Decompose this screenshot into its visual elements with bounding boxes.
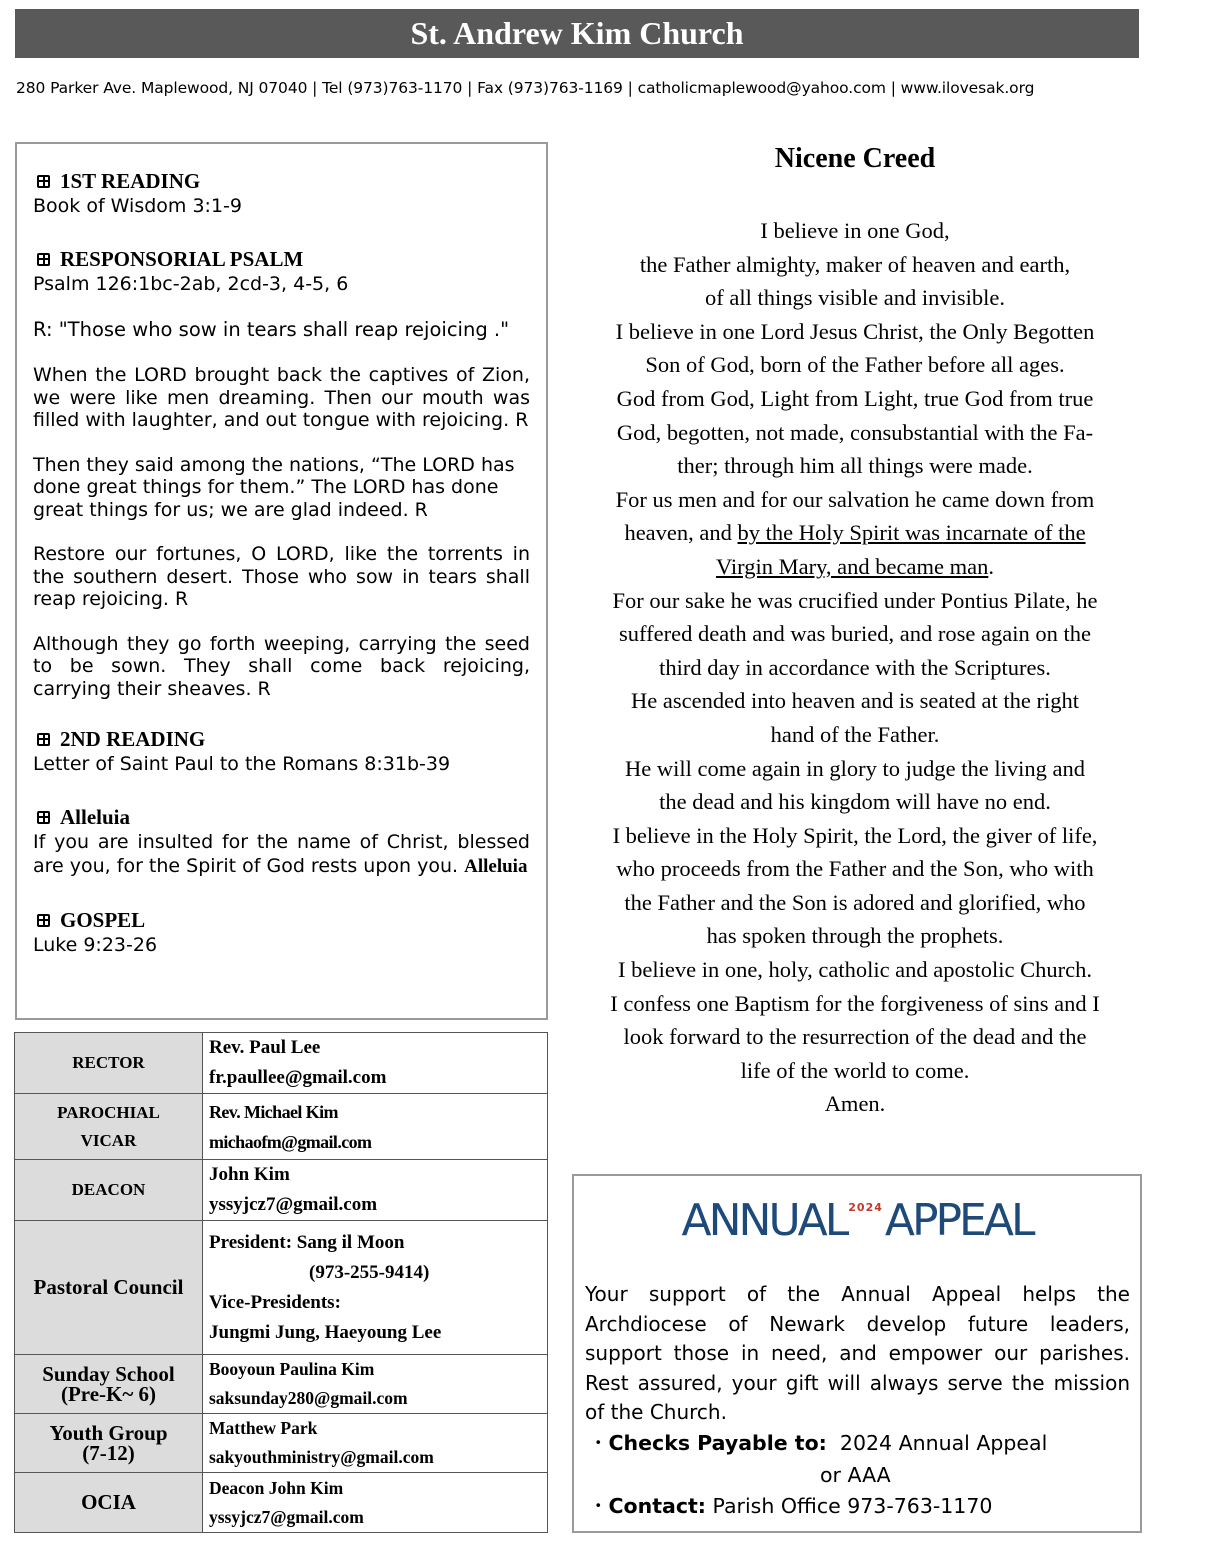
cross-icon bbox=[37, 253, 50, 266]
psalm-verse: When the LORD brought back the captives of Zion, we were like men dreaming. Then our mouth was filled with laughter, and out tongue with rejoicing. R bbox=[33, 364, 530, 431]
staff-row bbox=[15, 1355, 548, 1414]
council-president: President: Sang il Moon bbox=[209, 1231, 405, 1253]
creed-line: look forward to the resurrection of the dead and the bbox=[623, 1024, 1087, 1050]
creed-line: I believe in one Lord Jesus Christ, the Only Begotten bbox=[615, 318, 1095, 344]
refrain-mark: R bbox=[414, 498, 428, 521]
refrain-mark: R bbox=[515, 409, 529, 431]
appeal-details bbox=[588, 1428, 1047, 1523]
staff-name: Booyoun Paulina Kim bbox=[209, 1359, 375, 1379]
creed-underlined: Virgin Mary, and became man bbox=[716, 553, 989, 579]
appeal-year: 2024 bbox=[848, 1201, 883, 1214]
checks-payable-item: ・Checks Payable to: 2024 Annual Appeal bbox=[588, 1431, 1048, 1455]
role-label: Pastoral Council bbox=[15, 1221, 203, 1355]
creed-line: Virgin Mary, and became man. bbox=[716, 553, 994, 579]
staff-row bbox=[15, 1221, 548, 1355]
gospel-heading bbox=[33, 907, 530, 933]
creed-line: I believe in one God, bbox=[760, 218, 950, 243]
staff-name: Rev. Paul Lee bbox=[209, 1037, 321, 1058]
staff-email[interactable]: yssyjcz7@gmail.com bbox=[209, 1506, 364, 1527]
contact-info-line: 280 Parker Ave. Maplewood, NJ 07040 | Tel (973)763-1170 | Fax (973)763-1169 | catholicmaplewood@yahoo.com | www.ilovesak.org bbox=[16, 79, 1035, 97]
cross-icon bbox=[37, 175, 50, 188]
creed-line: the dead and his kingdom will have no end. bbox=[659, 789, 1051, 815]
creed-line: Amen. bbox=[824, 1091, 886, 1117]
creed-line: suffered death and was buried, and rose again on the bbox=[619, 621, 1091, 647]
staff-row bbox=[15, 1160, 548, 1221]
staff-row bbox=[15, 1094, 548, 1160]
staff-name: Rev. Michael Kim bbox=[209, 1101, 338, 1122]
gospel-ref: Luke 9:23-26 bbox=[33, 934, 158, 956]
readings-box bbox=[15, 142, 548, 1020]
creed-line: the Father almighty, maker of heaven and earth, bbox=[639, 251, 1071, 277]
staff-email[interactable]: sakyouthministry@gmail.com bbox=[209, 1447, 434, 1467]
creed-underlined: by the Holy Spirit was incarnate of the bbox=[737, 520, 1086, 546]
alleluia-title: Alleluia bbox=[60, 805, 131, 829]
psalm-verse: Although they go forth weeping, carrying the seed to be sown. They shall come back rejoicing, carrying their sheaves. R bbox=[33, 632, 530, 700]
staff-name: Matthew Park bbox=[209, 1418, 318, 1438]
staff-directory bbox=[14, 1032, 548, 1533]
staff-row bbox=[15, 1033, 548, 1094]
psalm-title: RESPONSORIAL PSALM bbox=[60, 247, 304, 271]
role-label: Youth Group (7-12) bbox=[15, 1414, 203, 1473]
psalm-verse: Restore our fortunes, O LORD, like the torrents in the southern desert. Those who sow in tears shall reap rejoicing. R bbox=[33, 543, 530, 610]
staff-row bbox=[15, 1414, 548, 1473]
bullet-icon: ・ bbox=[588, 1431, 609, 1455]
role-label: RECTOR bbox=[15, 1033, 203, 1094]
role-label: PAROCHIAL VICAR bbox=[15, 1094, 203, 1160]
alleluia-heading bbox=[33, 804, 530, 830]
staff-email[interactable]: michaofm@gmail.com bbox=[209, 1131, 372, 1152]
role-label: Sunday School (Pre-K~ 6) bbox=[15, 1355, 203, 1414]
council-phone: (973-255-9414) bbox=[309, 1261, 430, 1283]
creed-line: of all things visible and invisible. bbox=[705, 285, 1005, 311]
council-vp-names: Jungmi Jung, Haeyoung Lee bbox=[209, 1321, 442, 1343]
annual-appeal-logo: ANNUAL $^{2024}$APPEAL bbox=[681, 1195, 1033, 1246]
staff-row bbox=[15, 1473, 548, 1533]
creed-line: hand of the Father. bbox=[770, 721, 940, 747]
staff-email[interactable]: saksunday280@gmail.com bbox=[209, 1388, 408, 1408]
second-reading-heading bbox=[33, 726, 530, 752]
creed-line: For us men and for our salvation he came down from bbox=[615, 486, 1095, 512]
first-reading-heading bbox=[33, 168, 530, 194]
appeal-description: Your support of the Annual Appeal helps the Archdiocese of Newark develop future leaders, support those in need, and empower our parishes. Rest assured, your gift will always serve the mission of the Church. bbox=[585, 1282, 1130, 1424]
refrain-mark: R bbox=[175, 588, 189, 610]
psalm-refrain: R: "Those who sow in tears shall reap rejoicing ." bbox=[33, 318, 510, 341]
creed-line: third day in accordance with the Scriptures. bbox=[659, 654, 1051, 680]
creed-line: He ascended into heaven and is seated at the right bbox=[631, 688, 1079, 714]
gospel-title: GOSPEL bbox=[60, 908, 146, 932]
psalm-verse: Then they said among the nations, “The LORD has done great things for them.” The LORD has done great things for us; we are glad indeed. R bbox=[33, 453, 515, 521]
role-label: OCIA bbox=[15, 1473, 203, 1533]
staff-email[interactable]: fr.paullee@gmail.com bbox=[209, 1067, 387, 1088]
staff-email[interactable]: yssyjcz7@gmail.com bbox=[209, 1194, 378, 1215]
psalm-ref: Psalm 126:1bc-2ab, 2cd-3, 4-5, 6 bbox=[33, 273, 349, 295]
refrain-mark: R bbox=[257, 677, 271, 700]
psalm-heading bbox=[33, 246, 530, 272]
creed-line: He will come again in glory to judge the living and bbox=[625, 755, 1085, 781]
council-vp-label: Vice-Presidents: bbox=[209, 1291, 341, 1313]
checks-payable-alt: or AAA bbox=[820, 1462, 891, 1487]
nicene-creed bbox=[580, 142, 1130, 1121]
creed-line: I confess one Baptism for the forgiveness of sins and I bbox=[610, 990, 1100, 1016]
creed-line: For our sake he was crucified under Pontius Pilate, he bbox=[612, 587, 1098, 613]
cross-icon bbox=[37, 733, 50, 746]
creed-line: life of the world to come. bbox=[740, 1057, 970, 1083]
alleluia-text: If you are insulted for the name of Christ, blessed are you, for the Spirit of God rests upon you. Alleluia bbox=[33, 831, 530, 877]
creed-line: heaven, and by the Holy Spirit was incarnate of the bbox=[624, 520, 1086, 546]
annual-appeal-box bbox=[572, 1174, 1142, 1533]
creed-line: God, begotten, not made, consubstantial with the Fa- bbox=[616, 419, 1094, 445]
staff-name: John Kim bbox=[209, 1164, 290, 1185]
first-reading-title: 1ST READING bbox=[60, 169, 201, 193]
contact-item: ・Contact: Parish Office 973-763-1170 bbox=[588, 1494, 993, 1518]
cross-icon bbox=[37, 811, 50, 824]
bullet-icon: ・ bbox=[588, 1494, 609, 1518]
creed-line: I believe in one, holy, catholic and apostolic Church. bbox=[617, 957, 1093, 983]
second-reading-ref: Letter of Saint Paul to the Romans 8:31b-39 bbox=[33, 753, 451, 775]
creed-line: who proceeds from the Father and the Son, who with bbox=[616, 856, 1094, 882]
second-reading-title: 2ND READING bbox=[60, 727, 206, 751]
cross-icon bbox=[37, 914, 50, 927]
creed-line: I believe in the Holy Spirit, the Lord, the giver of life, bbox=[612, 822, 1098, 848]
creed-line: the Father and the Son is adored and glorified, who bbox=[624, 889, 1086, 915]
role-label: DEACON bbox=[15, 1160, 203, 1221]
first-reading-ref: Book of Wisdom 3:1-9 bbox=[33, 195, 242, 217]
staff-name: Deacon John Kim bbox=[209, 1477, 344, 1498]
creed-line: Son of God, born of the Father before all ages. bbox=[645, 352, 1065, 378]
creed-line: ther; through him all things were made. bbox=[677, 453, 1033, 479]
creed-title: Nicene Creed bbox=[774, 143, 936, 174]
creed-line: has spoken through the prophets. bbox=[706, 923, 1004, 949]
creed-line: God from God, Light from Light, true God from true bbox=[616, 385, 1094, 411]
church-title: St. Andrew Kim Church bbox=[15, 9, 1139, 58]
